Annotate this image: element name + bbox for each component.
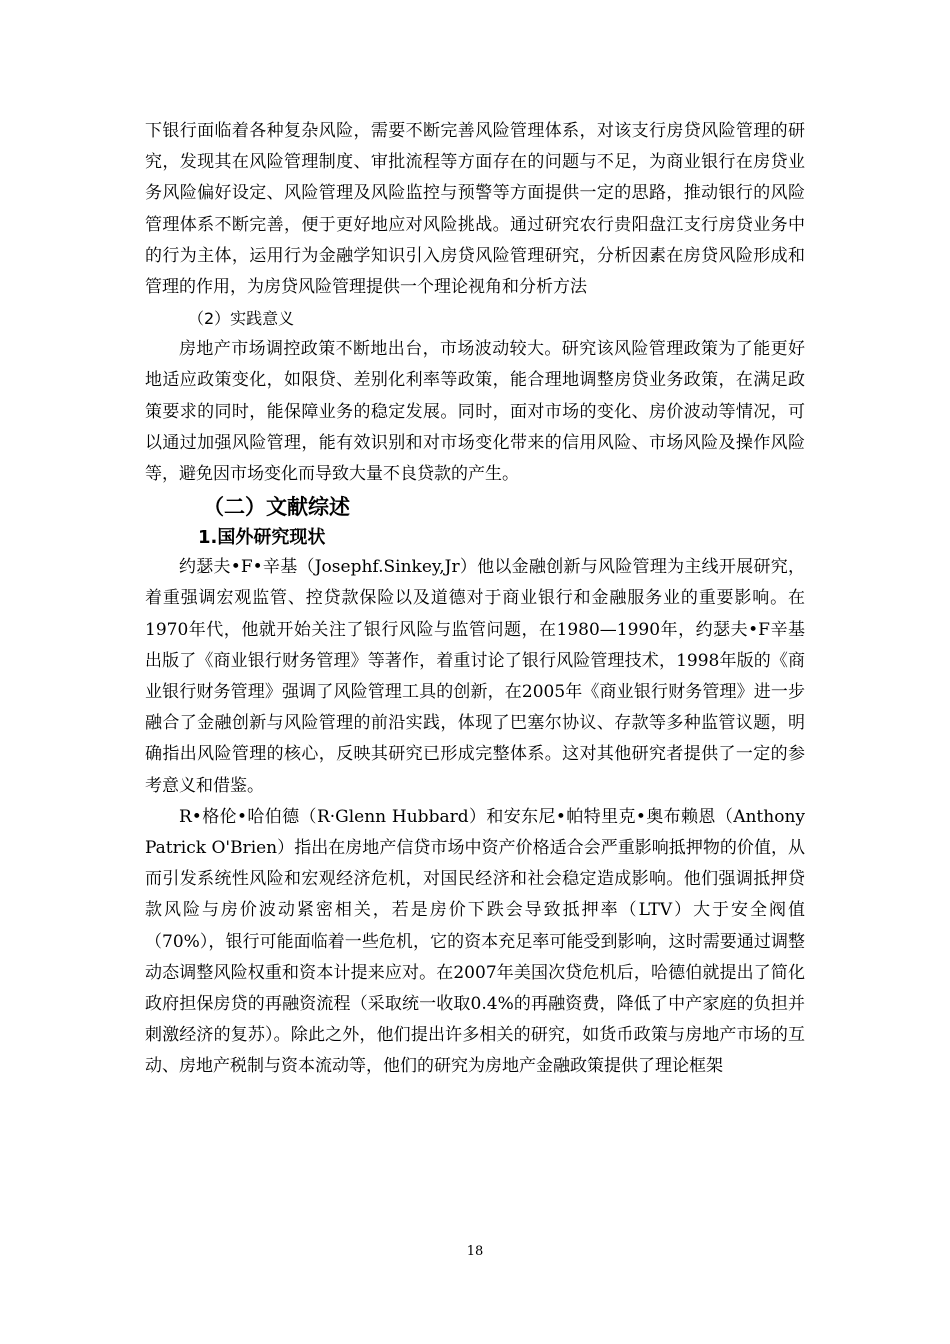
body-paragraph: 房地产市场调控政策不断地出台，市场波动较大。研究该风险管理政策为了能更好地适应政策变化，如限贷、差别化利率等政策，能合理地调整房贷业务政策，在满足政策要求的同时，能保障业务的稳定发展。同时，面对市场的变化、房价波动等情况，可以通过加强风险管理，能有效识别和对市场变化带来的信用风险、市场风险及操作风险等，避免因市场变化而导致大量不良贷款的产生。 — [145, 339, 805, 485]
body-paragraph: 下银行面临着各种复杂风险，需要不断完善风险管理体系，对该支行房贷风险管理的研究，发现其在风险管理制度、审批流程等方面存在的问题与不足，为商业银行在房贷业务风险偏好设定、风险管理及风险监控与预警等方面提供一定的思路，推动银行的风险管理体系不断完善，便于更好地应对风险挑战。通过研究农行贵阳盘江支行房贷业务中的行为主体，运用行为金融学知识引入房贷风险管理研究，分析因素在房贷风险形成和管理的作用，为房贷风险管理提供一个理论视角和分析方法 — [145, 121, 805, 298]
subheading-practical-significance: （2）实践意义 — [188, 309, 295, 329]
section-heading-literature-review: （二）文献综述 — [203, 495, 350, 520]
page-number: 18 — [466, 1244, 484, 1259]
body-paragraph: R•格伦•哈伯德（R·Glenn Hubbard）和安东尼•帕特里克•奥布赖恩（Anthony Patrick O'Brien）指出在房地产信贷市场中资产价格适合会严重影响抵押物的价值，从而引发系统性风险和宏观经济危机，对国民经济和社会稳定造成影响。他们强调抵押贷款风险与房价波动紧密相关，若是房价下跌会导致抵押率（LTV）大于安全阀值（70%），银行可能面临着一些危机，它的资本充足率可能受到影响，这时需要通过调整动态调整风险权重和资本计提来应对。在2007年美国次贷危机后，哈德伯就提出了简化政府担保房贷的再融资流程（采取统一收取0.4%的再融资费，降低了中产家庭的负担并刺激经济的复苏）。除此之外，他们提出许多相关的研究，如货币政策与房地产市场的互动、房地产税制与资本流动等，他们的研究为房地产金融政策提供了理论框架 — [145, 806, 805, 1077]
body-paragraph: 约瑟夫•F•辛基（Josephf.Sinkey,Jr）他以金融创新与风险管理为主线开展研究，着重强调宏观监管、控贷款保险以及道德对于商业银行和金融服务业的重要影响。在1970年代，他就开始关注了银行风险与监管问题，在1980—1990年，约瑟夫•F辛基出版了《商业银行财务管理》等著作，着重讨论了银行风险管理技术，1998年版的《商业银行财务管理》强调了风险管理工具的创新，在2005年《商业银行财务管理》进一步融合了金融创新与风险管理的前沿实践，体现了巴塞尔协议、存款等多种监管议题，明确指出风险管理的核心，反映其研究已形成完整体系。这对其他研究者提供了一定的参考意义和借鉴。 — [145, 557, 805, 796]
subsection-heading-foreign-research: 1.国外研究现状 — [198, 527, 326, 549]
